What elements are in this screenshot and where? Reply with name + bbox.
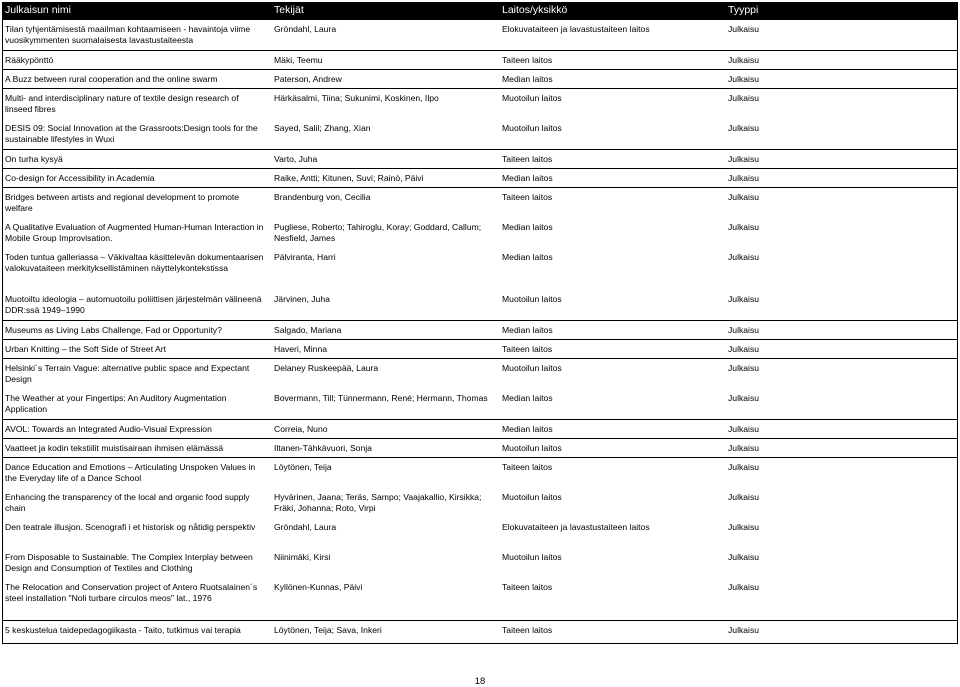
cell-title: The Weather at your Fingertips: An Auditory Augmentation Application: [5, 393, 227, 415]
cell-title: From Disposable to Sustainable. The Complex Interplay between Design and Consumption of Textiles and Clothing: [5, 552, 253, 574]
cell-type: Julkaisu: [728, 522, 760, 532]
cell-title: Enhancing the transparency of the local and organic food supply chain: [5, 492, 250, 514]
cell-authors: Varto, Juha: [271, 150, 499, 169]
table-row: [2, 578, 958, 621]
cell-authors: Järvinen, Juha: [274, 294, 330, 304]
cell-authors: Löytönen, Teija; Sava, Inkeri: [271, 621, 499, 640]
cell-authors: Gröndahl, Laura: [274, 24, 337, 34]
cell-unit: Muotoilun laitos: [502, 294, 562, 304]
table-row: [2, 548, 958, 578]
cell-type: Julkaisu: [725, 188, 958, 219]
cell-authors: Pälviranta, Harri: [274, 252, 336, 262]
cell-type: Julkaisu: [725, 439, 958, 458]
table-row: [2, 89, 958, 120]
table-row: [2, 420, 958, 439]
cell-authors: Härkäsalmi, Tiina; Sukunimi, Koskinen, Ilpo: [271, 89, 499, 120]
cell-type: Julkaisu: [728, 582, 760, 592]
page-number: 18: [474, 676, 486, 687]
cell-title: Urban Knitting – the Soft Side of Street Art: [2, 340, 271, 359]
cell-unit: Median laitos: [499, 420, 725, 439]
cell-authors: Raike, Antti; Kitunen, Suvi; Rainò, Päivi: [271, 169, 499, 188]
cell-type: Julkaisu: [728, 492, 760, 502]
cell-unit: Taiteen laitos: [499, 188, 725, 219]
cell-title: Rääkypönttö: [2, 51, 271, 70]
cell-authors: Hyvärinen, Jaana; Teräs, Sampo; Vaajakallio, Kirsikka; Fräki, Johanna; Roto, Virpi: [274, 492, 482, 514]
cell-type: Julkaisu: [728, 222, 760, 232]
cell-type: Julkaisu: [725, 340, 958, 359]
cell-unit: Taiteen laitos: [502, 582, 553, 592]
cell-title: Vaatteet ja kodin tekstiilit muistisairaan ihmisen elämässä: [2, 439, 271, 458]
table-row: [2, 20, 958, 51]
cell-unit: Taiteen laitos: [499, 458, 725, 489]
cell-authors: Gröndahl, Laura: [274, 522, 337, 532]
cell-type: Julkaisu: [725, 51, 958, 70]
cell-unit: Muotoilun laitos: [502, 492, 562, 502]
cell-title: A Buzz between rural cooperation and the online swarm: [2, 70, 271, 89]
cell-authors: Haveri, Minna: [271, 340, 499, 359]
cell-type: Julkaisu: [725, 321, 958, 340]
header-unit: Laitos/yksikkö: [499, 2, 725, 20]
cell-authors: Löytönen, Teija: [271, 458, 499, 489]
cell-authors: Correia, Nuno: [271, 420, 499, 439]
cell-unit: Muotoilun laitos: [499, 359, 725, 390]
cell-title: Museums as Living Labs Challenge, Fad or Opportunity?: [2, 321, 271, 340]
cell-unit: Taiteen laitos: [499, 621, 725, 640]
cell-unit: Taiteen laitos: [499, 340, 725, 359]
cell-authors: Bovermann, Till; Tünnermann, René; Hermann, Thomas: [274, 393, 488, 403]
cell-unit: Muotoilun laitos: [502, 552, 562, 562]
table-row: [2, 488, 958, 518]
cell-type: Julkaisu: [728, 252, 760, 262]
cell-unit: Median laitos: [502, 393, 553, 403]
cell-unit: Median laitos: [499, 321, 725, 340]
header-authors: Tekijät: [271, 2, 499, 20]
table-row: [2, 518, 958, 548]
cell-unit: Median laitos: [499, 70, 725, 89]
cell-type: Julkaisu: [728, 393, 760, 403]
cell-authors: Salgado, Mariana: [271, 321, 499, 340]
cell-authors: Kyllönen-Kunnas, Päivi: [274, 582, 363, 592]
cell-title: The Relocation and Conservation project of Antero Ruotsalainen´s steel installation "Noli turbare circulos meos" lat., 1976: [5, 582, 258, 604]
cell-title: Dance Education and Emotions – Articulating Unspoken Values in the Everyday life of a Dance School: [2, 458, 271, 489]
table-row: [2, 321, 958, 340]
table-row: [2, 169, 958, 188]
table-row: [2, 439, 958, 458]
table-row: [2, 621, 958, 640]
cell-unit: Taiteen laitos: [499, 150, 725, 169]
cell-type: Julkaisu: [725, 458, 958, 489]
publications-table: [2, 2, 958, 639]
table-row: [2, 359, 958, 390]
table-row: [2, 150, 958, 169]
cell-title: 5 keskustelua taidepedagogiikasta - Taito, tutkimus vai terapia: [2, 621, 271, 640]
cell-authors: Delaney Ruskeepää, Laura: [271, 359, 499, 390]
table-row: [2, 51, 958, 70]
cell-title: Helsinki´s Terrain Vague: alternative public space and Expectant Design: [2, 359, 271, 390]
table-row: [2, 290, 958, 321]
table-row: [2, 188, 958, 219]
cell-type: Julkaisu: [725, 89, 958, 120]
cell-title: AVOL: Towards an Integrated Audio-Visual Expression: [2, 420, 271, 439]
cell-unit: Elokuvataiteen ja lavastustaiteen laitos: [502, 24, 650, 34]
cell-unit: Taiteen laitos: [499, 51, 725, 70]
cell-unit: Muotoilun laitos: [499, 89, 725, 120]
cell-unit: Median laitos: [502, 252, 553, 262]
cell-type: Julkaisu: [725, 420, 958, 439]
cell-title: A Qualitative Evaluation of Augmented Human-Human Interaction in Mobile Group Improvisation.: [5, 222, 264, 244]
cell-unit: Muotoilun laitos: [499, 439, 725, 458]
cell-title: Den teatrale illusjon. Scenografi i et historisk og nåtidig perspektiv: [5, 522, 256, 532]
cell-authors: Pugliese, Roberto; Tahiroglu, Koray; Goddard, Callum; Nesfield, James: [274, 222, 482, 244]
cell-type: Julkaisu: [725, 169, 958, 188]
table-header-row: [2, 2, 958, 20]
cell-title: Toden tuntua galleriassa – Väkivaltaa käsittelevän dokumentaarisen valokuvataiteen merkityksellistäminen näyttelykontekstissa: [5, 252, 264, 274]
cell-unit: Median laitos: [502, 222, 553, 232]
cell-title: Multi- and interdisciplinary nature of textile design research of linseed fibres: [2, 89, 271, 120]
cell-title: Bridges between artists and regional development to promote welfare: [2, 188, 271, 219]
cell-type: Julkaisu: [728, 294, 760, 304]
cell-authors: Sayed, Salil; Zhang, Xian: [274, 123, 371, 133]
table-row: [2, 340, 958, 359]
cell-type: Julkaisu: [728, 24, 760, 34]
cell-type: Julkaisu: [725, 621, 958, 640]
cell-unit: Muotoilun laitos: [502, 123, 562, 133]
cell-unit: Elokuvataiteen ja lavastustaiteen laitos: [502, 522, 650, 532]
cell-type: Julkaisu: [725, 150, 958, 169]
cell-title: On turha kysyä: [2, 150, 271, 169]
cell-title: Muotoiltu ideologia – automuotoilu poliittisen järjestelmän välineenä DDR:ssä 1949–1990: [5, 294, 262, 316]
cell-authors: Mäki, Teemu: [271, 51, 499, 70]
cell-authors: Paterson, Andrew: [271, 70, 499, 89]
cell-authors: Niinimäki, Kirsi: [274, 552, 331, 562]
cell-type: Julkaisu: [728, 552, 760, 562]
cell-authors: Brandenburg von, Cecilia: [271, 188, 499, 219]
cell-type: Julkaisu: [725, 359, 958, 390]
header-type: Tyyppi: [725, 2, 958, 20]
cell-type: Julkaisu: [728, 123, 760, 133]
cell-authors: Iltanen-Tähkävuori, Sonja: [271, 439, 499, 458]
table-row: [2, 389, 958, 420]
table-row: [2, 119, 958, 150]
cell-unit: Median laitos: [499, 169, 725, 188]
cell-type: Julkaisu: [725, 70, 958, 89]
cell-title: Tilan tyhjentämisestä maailman kohtaamiseen - havaintoja viime vuosikymmenten suomalaisesta lavastustaiteesta: [5, 24, 251, 46]
table-row: [2, 218, 958, 248]
table-row: [2, 248, 958, 290]
table-row: [2, 70, 958, 89]
cell-title: Co-design for Accessibility in Academia: [2, 169, 271, 188]
cell-title: DESIS 09: Social Innovation at the Grassroots:Design tools for the sustainable lifestyles in Wuxi: [5, 123, 258, 145]
header-title: Julkaisun nimi: [2, 2, 271, 20]
table-row: [2, 458, 958, 489]
